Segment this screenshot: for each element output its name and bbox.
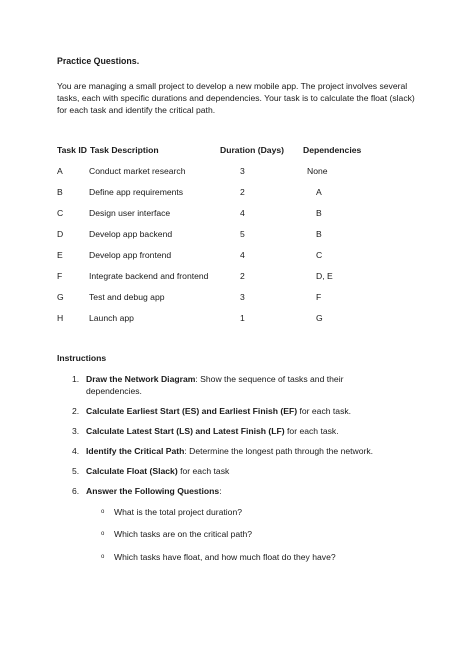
step-number: 4. (72, 445, 80, 456)
task-duration: 2 (240, 187, 245, 197)
task-duration: 4 (240, 250, 245, 260)
circle-bullet-icon: o (101, 531, 105, 538)
task-description: Design user interface (89, 208, 171, 218)
step-title: Calculate Float (Slack) (86, 465, 178, 476)
task-id: D (57, 229, 64, 239)
task-duration: 3 (240, 292, 245, 302)
task-description: Develop app frontend (89, 250, 172, 260)
table-row (57, 208, 427, 229)
table-row (57, 229, 427, 250)
question-text: Which tasks are on the critical path? (114, 529, 253, 540)
task-dependencies: A (316, 187, 322, 197)
header-duration: Duration (Days) (220, 145, 284, 155)
table-row (57, 187, 427, 208)
task-duration: 5 (240, 229, 245, 239)
step-number: 6. (72, 486, 80, 497)
step-number: 3. (72, 425, 80, 436)
task-id: B (57, 187, 63, 197)
step-text: : (219, 486, 222, 497)
task-id: F (57, 271, 63, 281)
task-dependencies: None (307, 166, 328, 176)
header-dependencies: Dependencies (303, 145, 362, 155)
step-title: Identify the Critical Path (86, 445, 185, 456)
table-header-row (57, 145, 427, 166)
questions-list (86, 507, 377, 564)
step-text: for each task. (284, 425, 339, 436)
instruction-step (57, 486, 377, 563)
table-row (57, 250, 427, 271)
question-item (86, 529, 377, 541)
tasks-table (57, 145, 427, 334)
task-description: Launch app (89, 313, 134, 323)
instructions-heading: Instructions (57, 353, 107, 363)
task-duration: 1 (240, 313, 245, 323)
task-description: Integrate backend and frontend (89, 271, 209, 281)
step-text: for each task. (297, 405, 352, 416)
task-description: Develop app backend (89, 229, 173, 239)
circle-bullet-icon: o (101, 508, 105, 515)
task-id: E (57, 250, 63, 260)
instructions-list (57, 374, 377, 574)
task-dependencies: D, E (316, 271, 333, 281)
table-row (57, 166, 427, 187)
step-title: Calculate Earliest Start (ES) and Earliest Finish (EF) (86, 405, 298, 416)
step-number: 2. (72, 405, 80, 416)
circle-bullet-icon: o (101, 553, 105, 560)
page-heading: Practice Questions. (57, 56, 140, 66)
task-id: C (57, 208, 64, 218)
step-title: Draw the Network Diagram (86, 374, 196, 384)
task-id: G (57, 292, 64, 302)
task-duration: 4 (240, 208, 245, 218)
question-text: What is the total project duration? (114, 506, 243, 517)
header-task-id: Task ID (57, 145, 87, 155)
task-duration: 3 (240, 166, 245, 176)
task-description: Test and debug app (89, 292, 165, 302)
instruction-step (57, 406, 377, 418)
step-number: 1. (72, 374, 80, 384)
question-item (86, 507, 377, 519)
header-task-description: Task Description (90, 145, 159, 155)
instruction-step (57, 426, 377, 438)
step-text: : Show the sequence of tasks and their dependencies. (86, 374, 344, 396)
document-page (57, 56, 427, 562)
task-dependencies: B (316, 208, 322, 218)
step-title: Answer the Following Questions (86, 486, 220, 497)
task-description: Define app requirements (89, 187, 184, 197)
question-text: Which tasks have float, and how much float do they have? (114, 551, 336, 562)
table-row (57, 292, 427, 313)
intro-paragraph: You are managing a small project to develop a new mobile app. The project involves several tasks, each with specific durations and dependencies. Your task is to calculate the float (slack) for each task and identify the critical path. (57, 80, 415, 116)
instruction-step (57, 374, 377, 397)
step-title: Calculate Latest Start (LS) and Latest Finish (LF) (86, 425, 285, 436)
instruction-step (57, 446, 377, 458)
table-row (57, 271, 427, 292)
step-text: for each task (177, 465, 230, 476)
task-dependencies: B (316, 229, 322, 239)
question-item (86, 552, 377, 564)
step-number: 5. (72, 465, 80, 476)
task-id: H (57, 313, 64, 323)
task-id: A (57, 166, 63, 176)
task-duration: 2 (240, 271, 245, 281)
step-text: : Determine the longest path through the network. (184, 445, 374, 456)
task-dependencies: F (316, 292, 322, 302)
instruction-step (57, 466, 377, 478)
task-description: Conduct market research (89, 166, 186, 176)
table-row (57, 313, 427, 334)
task-dependencies: G (316, 313, 323, 323)
task-dependencies: C (316, 250, 323, 260)
